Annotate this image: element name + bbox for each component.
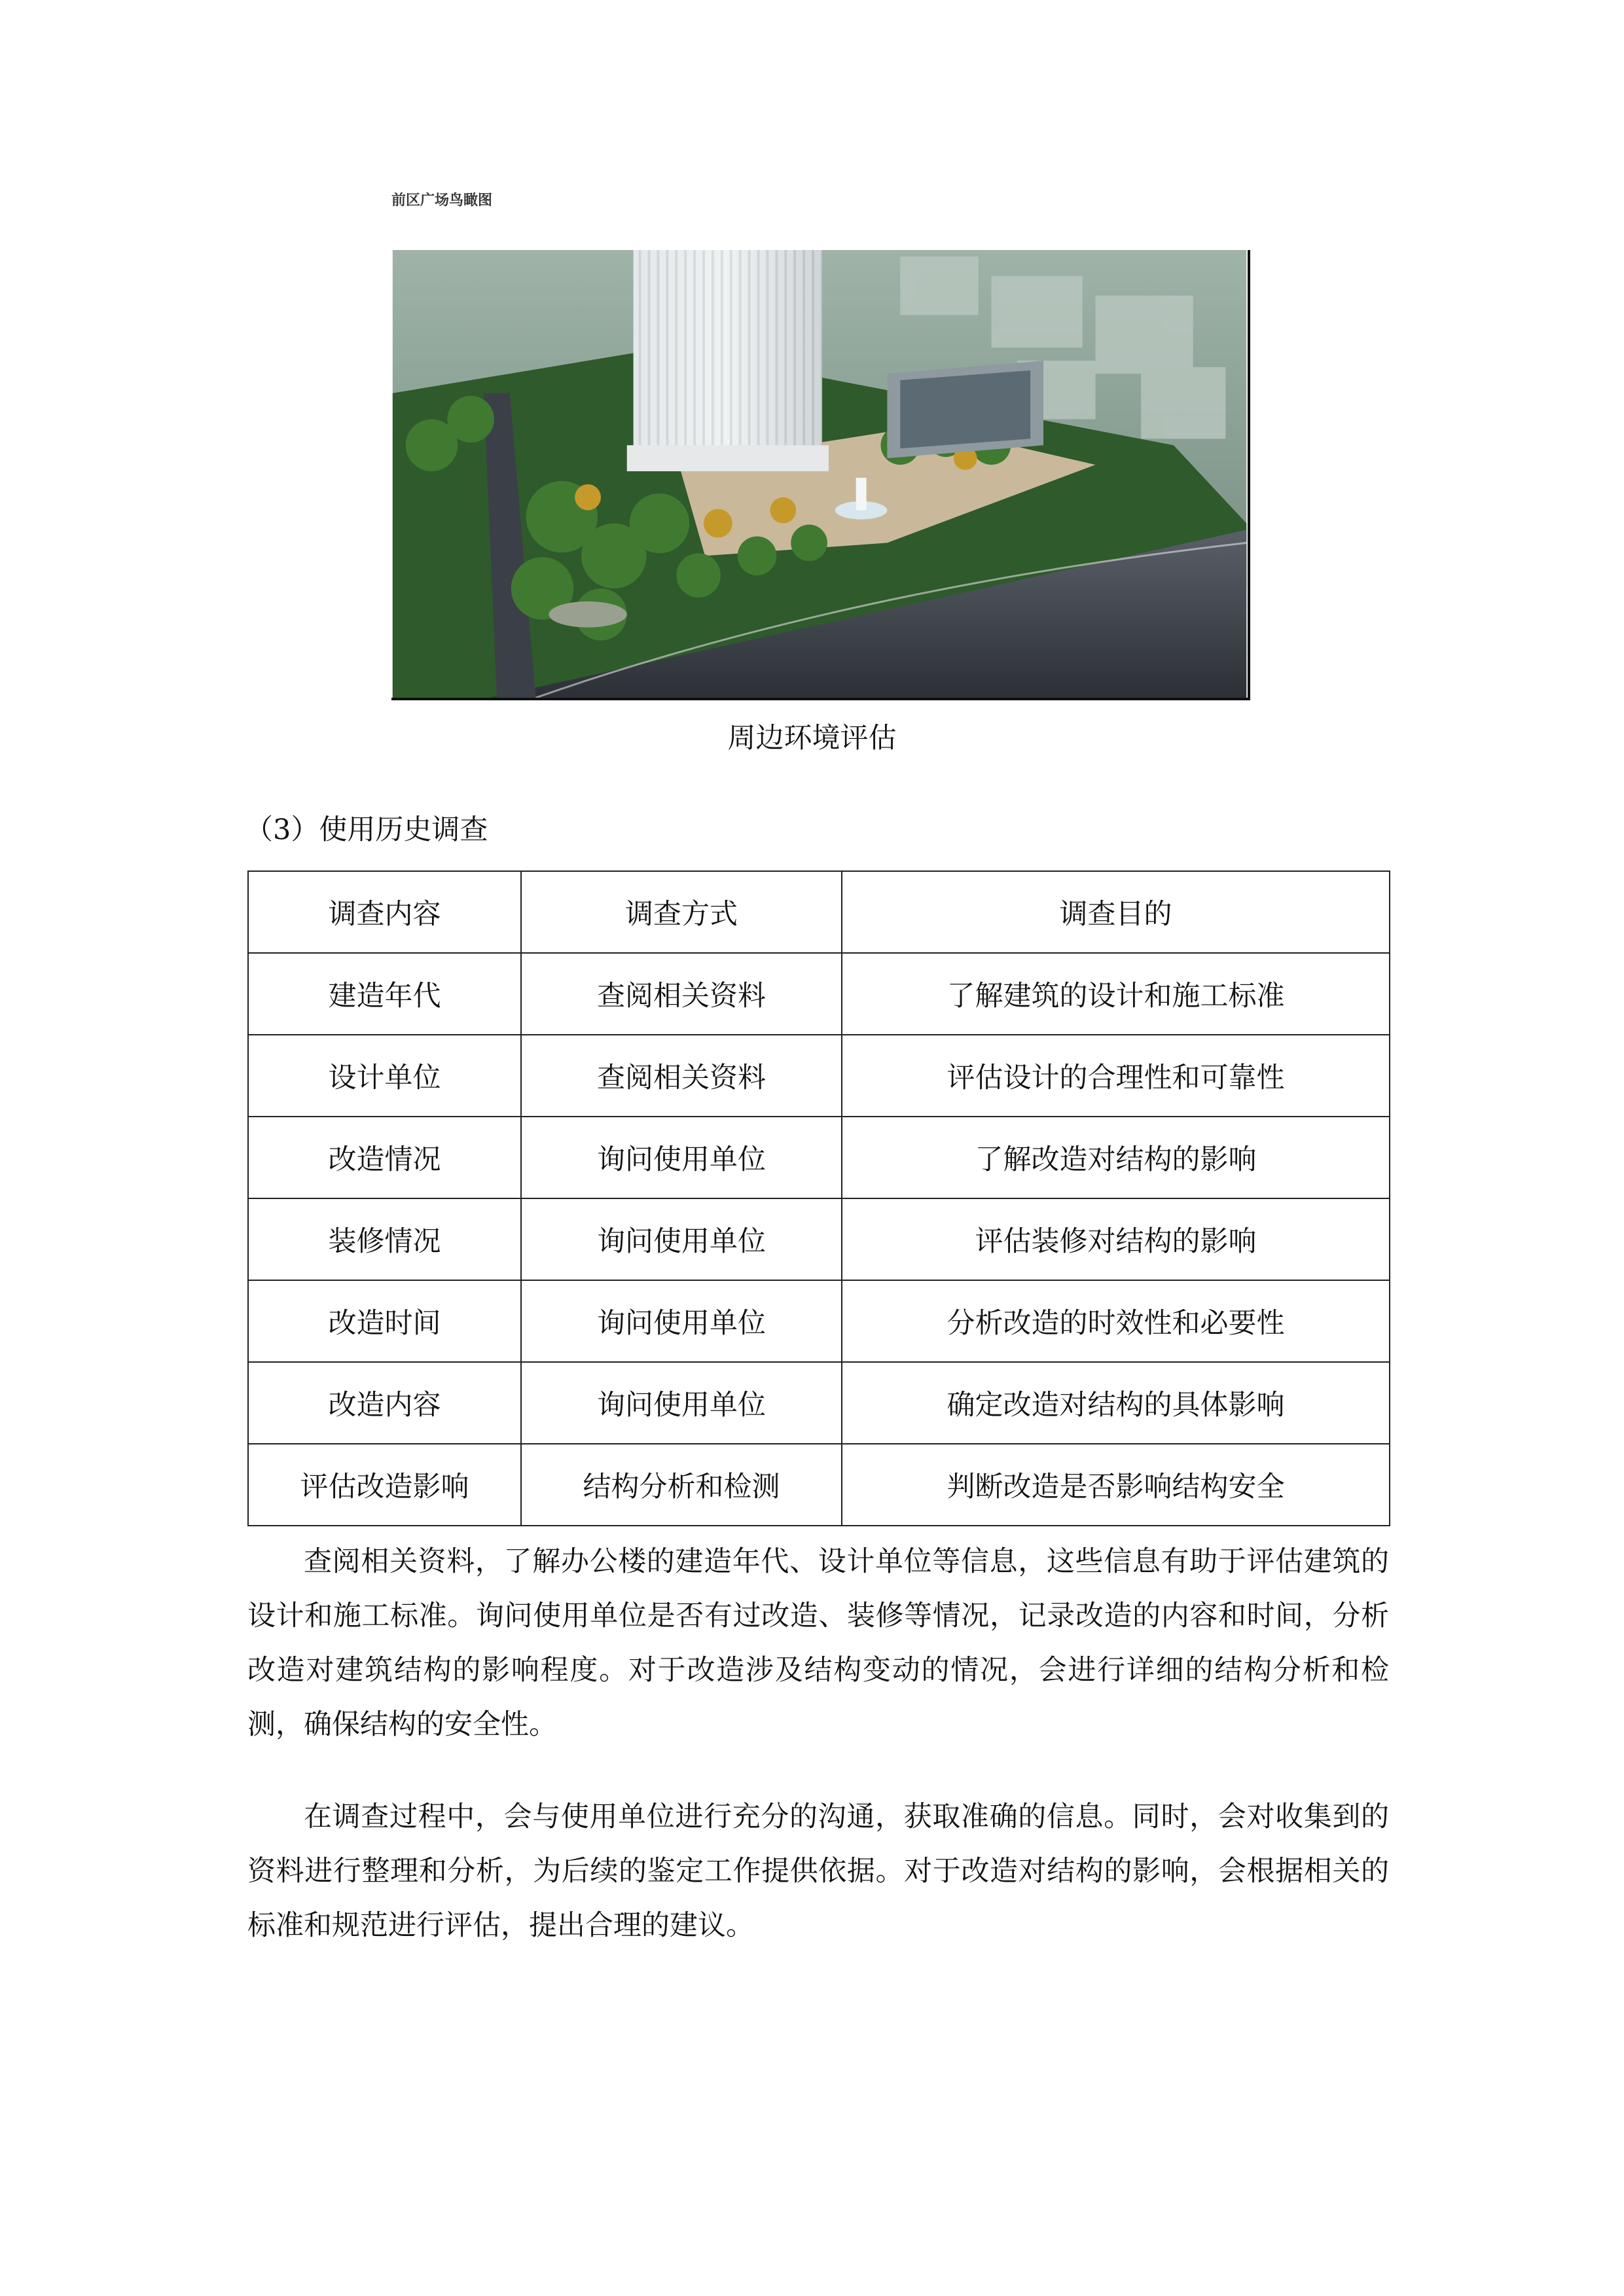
- survey-table: [247, 870, 1390, 1526]
- figure: [391, 191, 1250, 700]
- table-cell: 确定改造对结构的具体影响: [842, 1362, 1390, 1444]
- header-cell: 调查内容: [248, 871, 521, 953]
- table-row: [248, 1280, 1390, 1362]
- table-row: [248, 1117, 1390, 1198]
- header-cell: 调查目的: [842, 871, 1390, 953]
- table-row: [248, 953, 1390, 1035]
- table-row: [248, 1198, 1390, 1280]
- table-cell: 了解改造对结构的影响: [842, 1117, 1390, 1198]
- table-header-row: [248, 871, 1390, 953]
- figure-label: 前区广场鸟瞰图: [391, 192, 493, 209]
- table-cell: 改造内容: [248, 1362, 521, 1444]
- section-heading: （3）使用历史调查: [245, 814, 488, 846]
- body-paragraph: 查阅相关资料，了解办公楼的建造年代、设计单位等信息，这些信息有助于评估建筑的设计和施工标准。询问使用单位是否有过改造、装修等情况，记录改造的内容和时间，分析改造对建筑结构的影响程度。对于改造涉及结构变动的情况，会进行详细的结构分析和检测，确保结构的安全性。: [247, 1545, 1389, 1741]
- table-cell: 结构分析和检测: [521, 1444, 842, 1526]
- table-cell: 询问使用单位: [521, 1117, 842, 1198]
- table-row: [248, 1362, 1390, 1444]
- table-cell: 询问使用单位: [521, 1362, 842, 1444]
- body-paragraph: 在调查过程中，会与使用单位进行充分的沟通，获取准确的信息。同时，会对收集到的资料进行整理和分析，为后续的鉴定工作提供依据。对于改造对结构的影响，会根据相关的标准和规范进行评估，提出合理的建议。: [247, 1801, 1389, 1942]
- table-cell: 改造情况: [248, 1117, 521, 1198]
- table-cell: 设计单位: [248, 1035, 521, 1117]
- table-cell: 装修情况: [248, 1198, 521, 1280]
- table-row: [248, 1035, 1390, 1117]
- table-cell: 了解建筑的设计和施工标准: [842, 953, 1390, 1035]
- table-cell: 查阅相关资料: [521, 1035, 842, 1117]
- table-cell: 判断改造是否影响结构安全: [842, 1444, 1390, 1526]
- figure-caption: 周边环境评估: [727, 722, 897, 755]
- table-cell: 评估改造影响: [248, 1444, 521, 1526]
- table-cell: 建造年代: [248, 953, 521, 1035]
- header-cell: 调查方式: [521, 871, 842, 953]
- table-cell: 查阅相关资料: [521, 953, 842, 1035]
- aerial-rendering-image: [391, 250, 1250, 700]
- table-cell: 询问使用单位: [521, 1198, 842, 1280]
- table-cell: 分析改造的时效性和必要性: [842, 1280, 1390, 1362]
- table-cell: 询问使用单位: [521, 1280, 842, 1362]
- table-cell: 评估装修对结构的影响: [842, 1198, 1390, 1280]
- table-cell: 改造时间: [248, 1280, 521, 1362]
- table-row: [248, 1444, 1390, 1526]
- table-cell: 评估设计的合理性和可靠性: [842, 1035, 1390, 1117]
